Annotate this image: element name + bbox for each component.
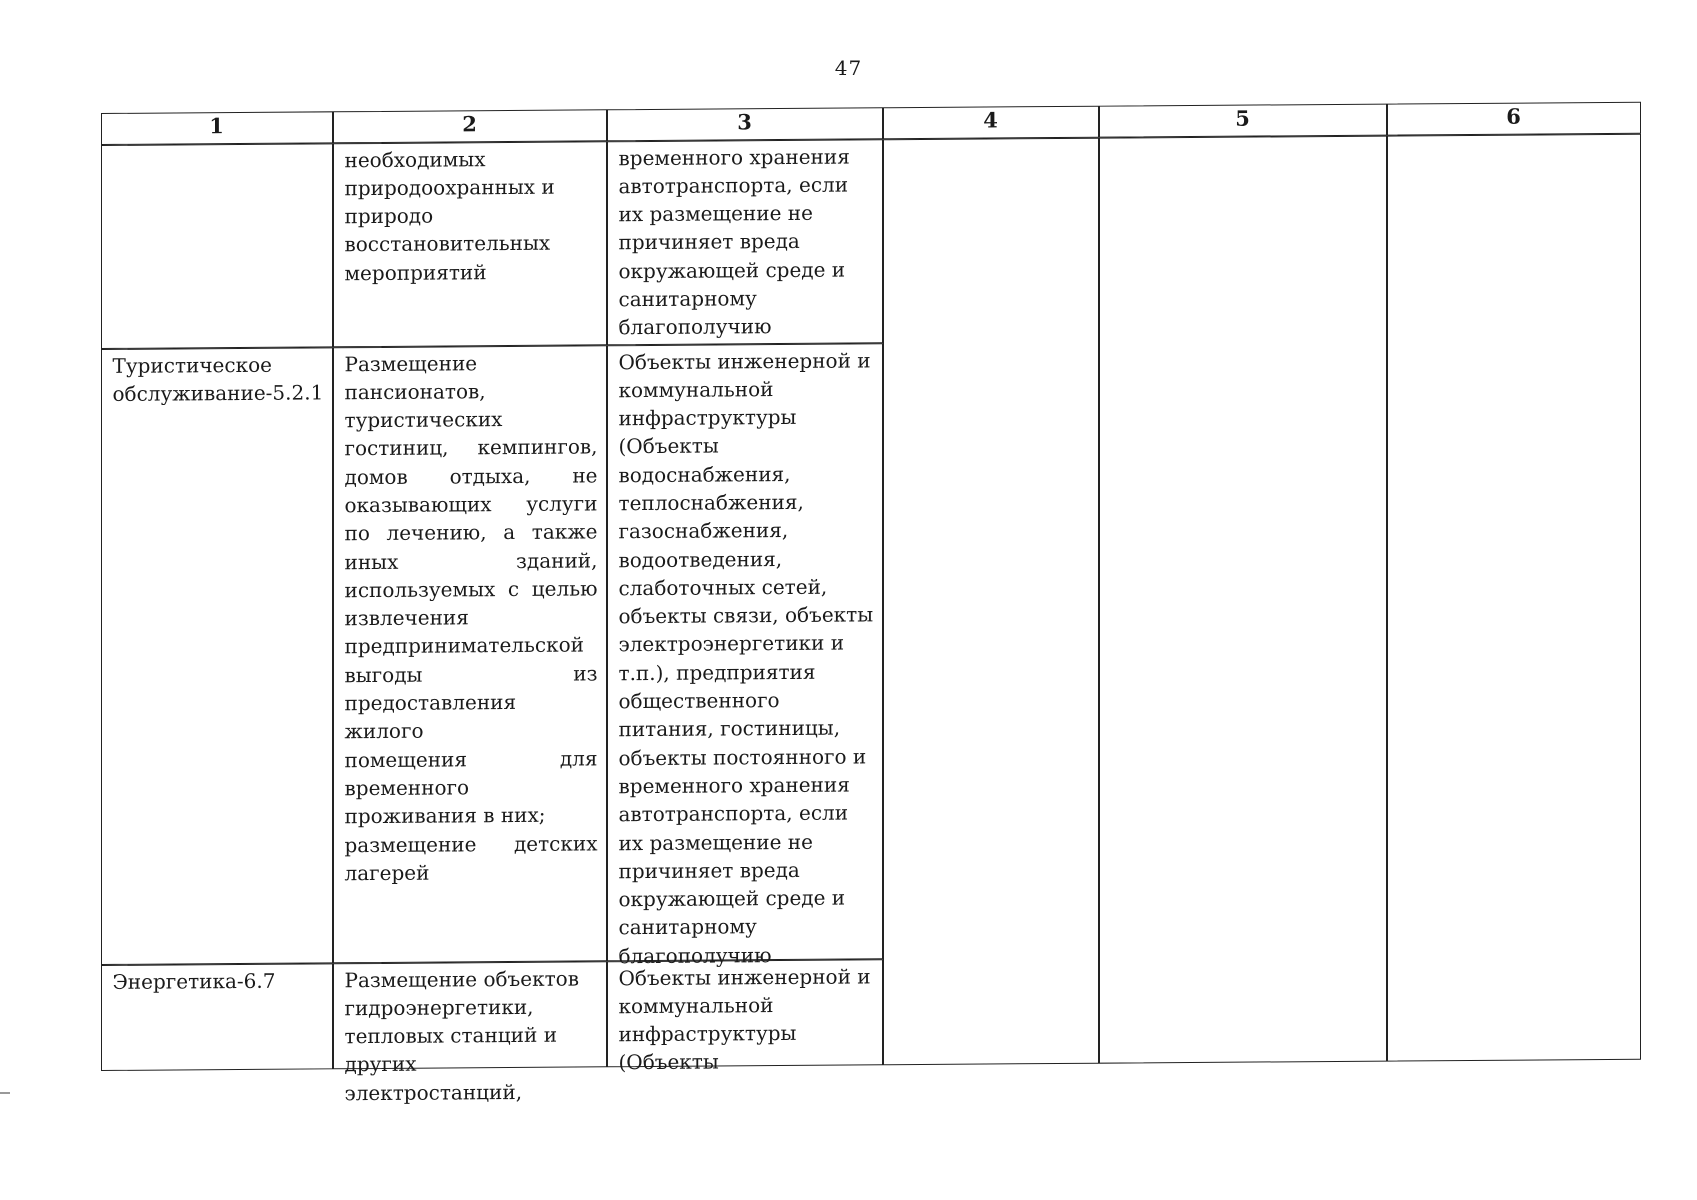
text-line: размещение детских xyxy=(344,830,598,857)
table-cell-r1-c3: временного хранения автотранспорта, если их размещение не причиняет вреда окружающей среде и санитарному благополучию xyxy=(607,139,883,345)
text-line: туристических xyxy=(344,407,503,433)
data-table xyxy=(102,103,1642,1105)
table-header-col-6: 6 xyxy=(1387,101,1641,135)
table-header-col-2: 2 xyxy=(333,109,607,143)
table-cell-r3-c3: Объекты инженерной и коммунальной инфраструктуры (Объекты xyxy=(607,959,883,1067)
text-line: иных зданий, xyxy=(344,547,598,574)
text-line: гостиниц, кемпингов, xyxy=(344,434,598,461)
table-cell-r1-c2: необходимых природоохранных и природо восстановительных мероприятий xyxy=(333,141,607,347)
table-header-col-3: 3 xyxy=(607,107,883,141)
text-line: проживания в них; xyxy=(344,802,546,829)
text-line: домов отдыха, не xyxy=(344,463,598,489)
scan-edge-mark xyxy=(0,1092,10,1094)
table-header-col-1: 1 xyxy=(101,111,333,145)
table-header-col-4: 4 xyxy=(883,105,1099,139)
text-line: предпринимательской xyxy=(344,632,584,659)
table-cell-r2-c2 xyxy=(333,345,607,963)
text-line: предоставления жилого xyxy=(344,690,517,744)
text-line: лагерей xyxy=(344,860,430,886)
table-cell-r3-c1: Энергетика-6.7 xyxy=(101,963,333,1071)
text-line: выгоды из xyxy=(344,661,598,687)
table-cell-r1-c1 xyxy=(101,143,333,349)
table-cell-col-4-empty xyxy=(883,137,1099,1065)
table-cell-col-5-empty xyxy=(1099,135,1387,1063)
text-line: пансионатов, xyxy=(344,378,486,405)
table-cell-col-6-empty xyxy=(1387,133,1641,1061)
text-line: оказывающих услуги xyxy=(344,491,598,518)
text-line: временного xyxy=(344,775,470,801)
table-cell-r2-c1: Туристическое обслуживание-5.2.1 xyxy=(101,347,333,965)
table-cell-r2-c3: Объекты инженерной и коммунальной инфраструктуры (Объекты водоснабжения, теплоснабжения, газоснабжения, водоотведения, слаботочных сетей, объекты связи, объекты электроэнергетики и т.п.), предприятия общественного питания, гостиницы, объекты постоянного и временного хранения автотранспорта, если их размещение не причиняет вреда окружающей среде и санитарному благополучию xyxy=(607,343,883,961)
text-line: помещения для xyxy=(344,746,598,772)
text-line: извлечения xyxy=(344,605,469,631)
table-cell-r3-c2: Размещение объектов гидроэнергетики, тепловых станций и других электростанций, xyxy=(333,961,607,1069)
text-line: по лечению, а также xyxy=(344,519,598,546)
text-line: используемых с целью xyxy=(344,576,598,603)
page-number: 47 xyxy=(834,56,863,80)
table-header-col-5: 5 xyxy=(1099,103,1387,137)
text-line: Размещение xyxy=(344,350,478,376)
